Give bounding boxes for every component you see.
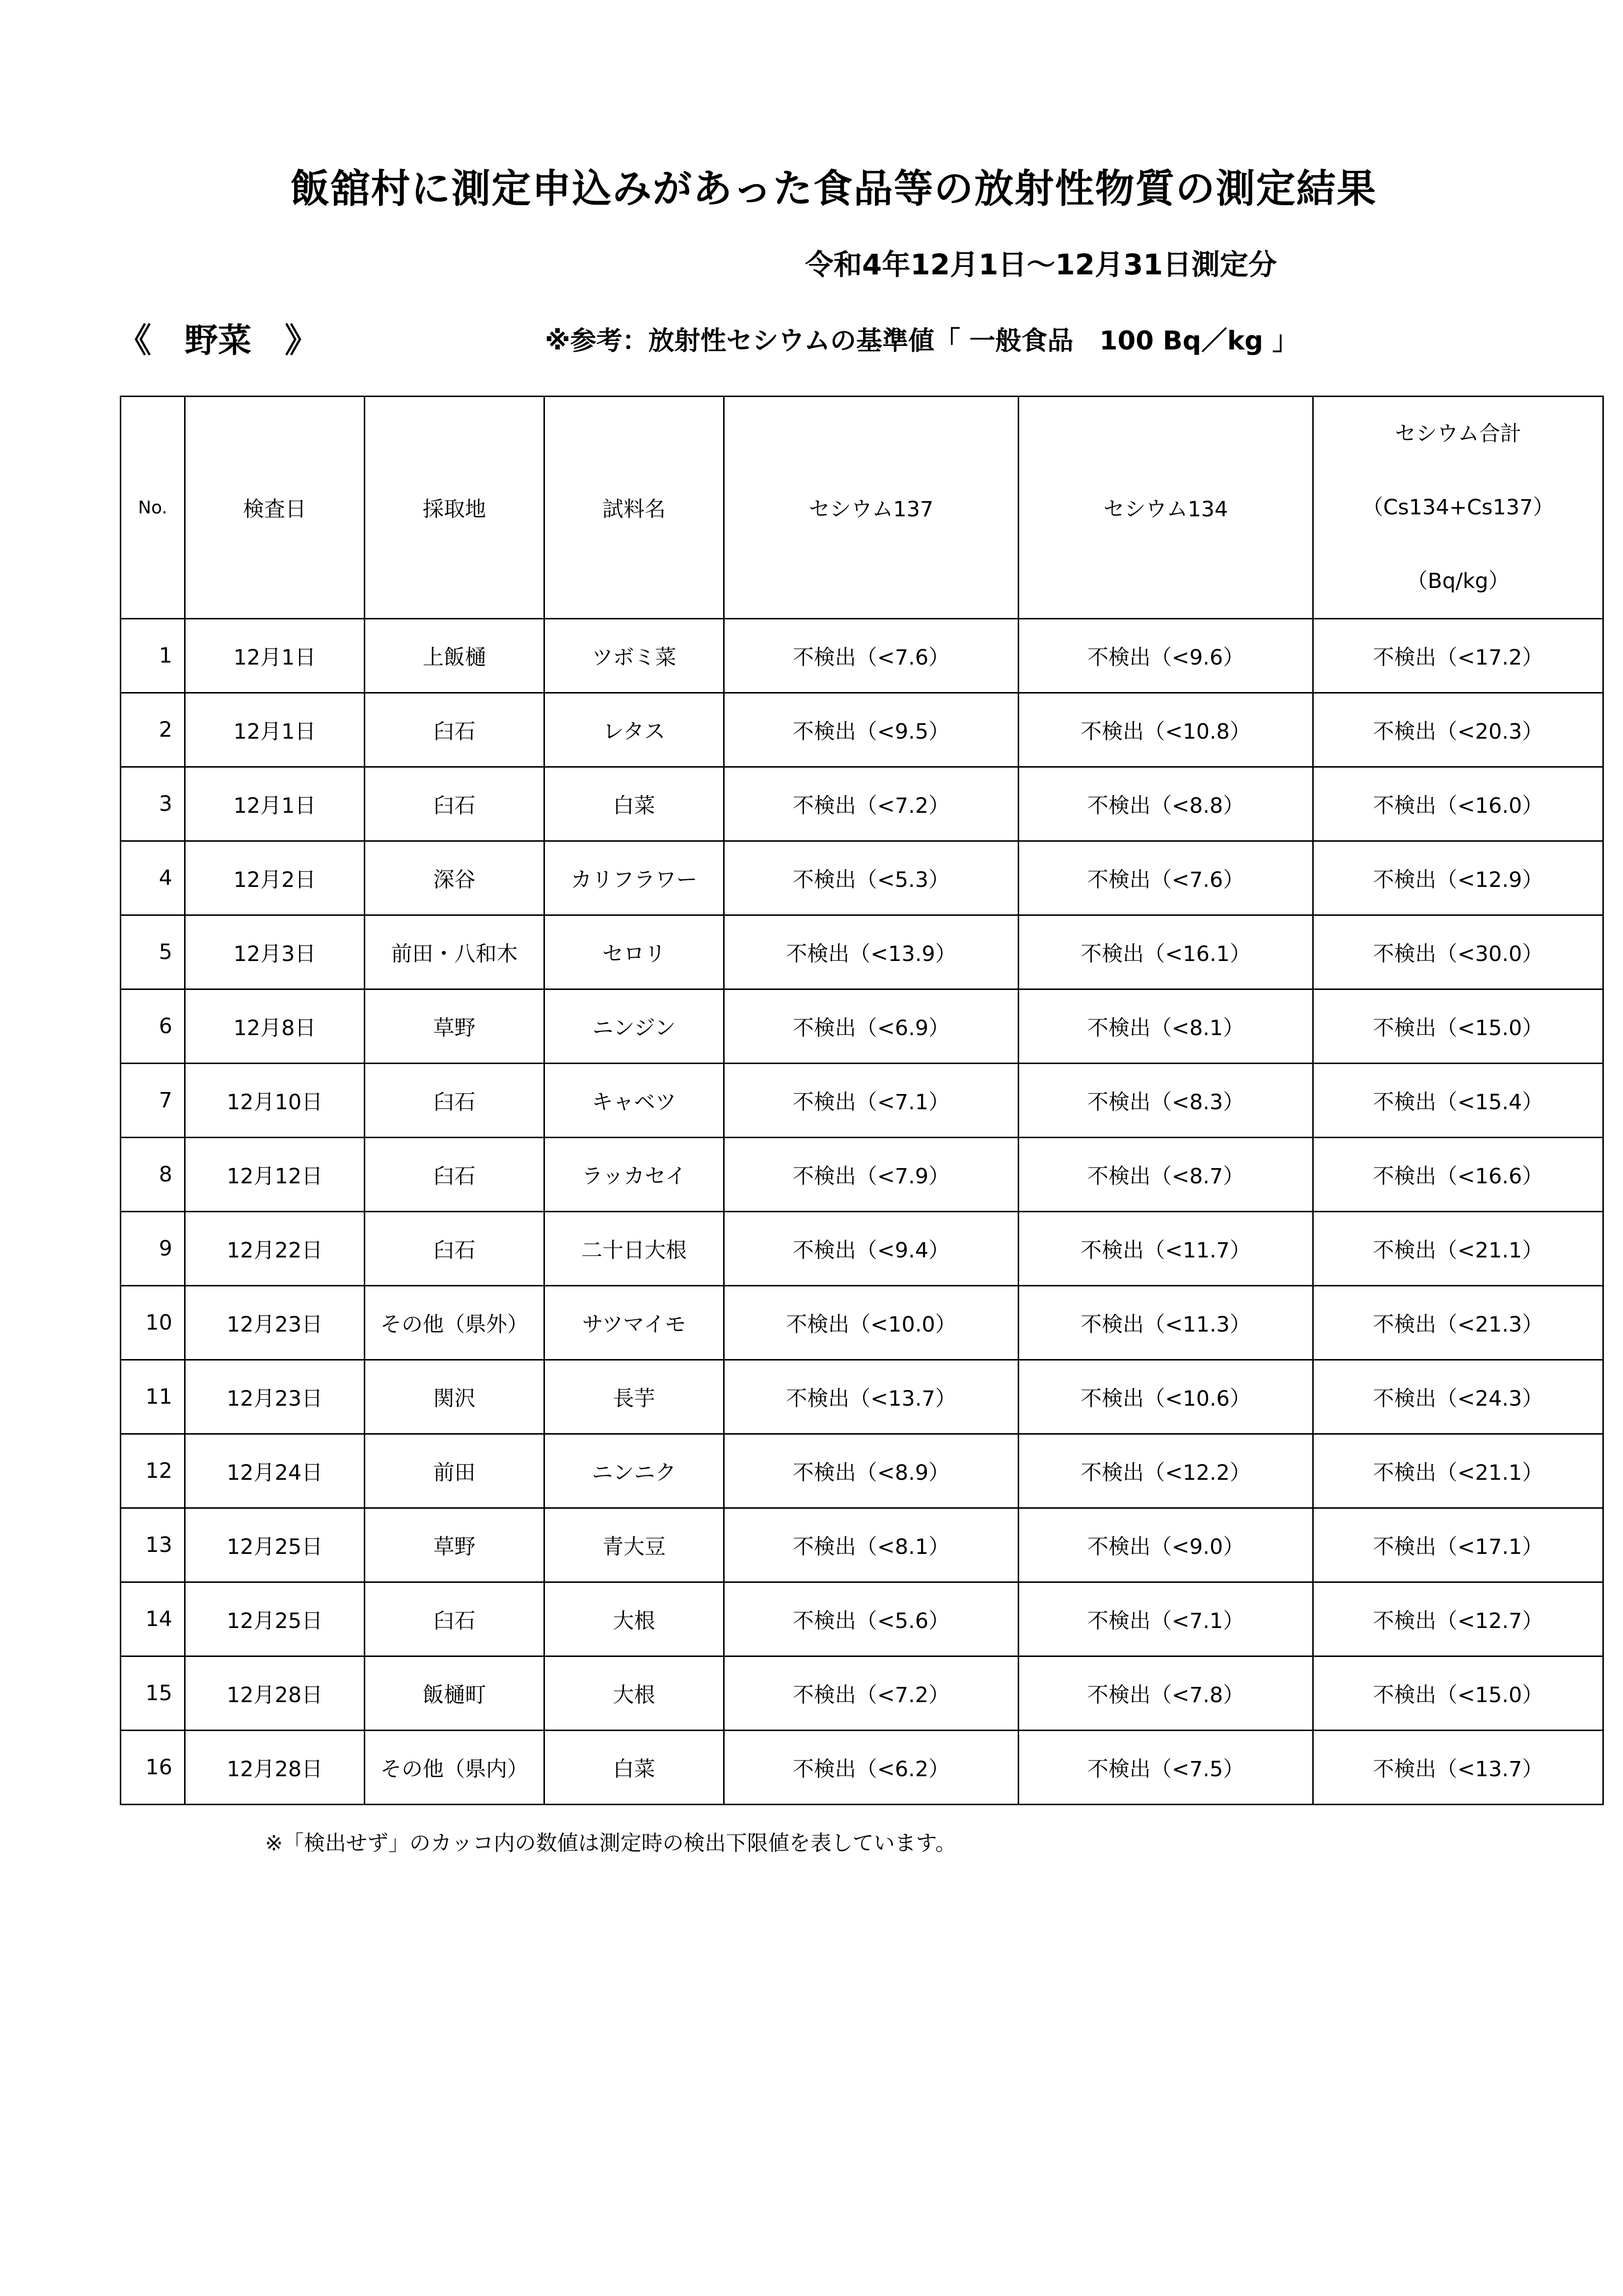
table-row	[121, 915, 1603, 989]
cell-cs137: 不検出（<6.2）	[724, 1731, 1019, 1805]
cell-sample: 白菜	[544, 767, 724, 841]
cell-no: 9	[121, 1212, 185, 1286]
cell-sample: ラッカセイ	[544, 1138, 724, 1212]
cell-cs137: 不検出（<9.5）	[724, 693, 1019, 767]
cell-cs137: 不検出（<7.6）	[724, 619, 1019, 693]
cell-no: 2	[121, 693, 185, 767]
cell-cs137: 不検出（<13.7）	[724, 1360, 1019, 1434]
cell-location: 臼石	[365, 767, 544, 841]
header-location: 採取地	[365, 397, 544, 619]
header-cs134: セシウム134	[1019, 397, 1313, 619]
cell-location: 草野	[365, 989, 544, 1064]
cell-location: 臼石	[365, 1138, 544, 1212]
cell-total: 不検出（<30.0）	[1313, 915, 1603, 989]
header-no: No.	[121, 397, 185, 619]
table-row	[121, 767, 1603, 841]
results-table	[120, 396, 1604, 1805]
cell-total: 不検出（<17.1）	[1313, 1508, 1603, 1582]
cell-no: 3	[121, 767, 185, 841]
table-row	[121, 693, 1603, 767]
cell-cs137: 不検出（<8.1）	[724, 1508, 1019, 1582]
cell-cs137: 不検出（<7.2）	[724, 1656, 1019, 1731]
cell-sample: 長芋	[544, 1360, 724, 1434]
cell-location: 臼石	[365, 693, 544, 767]
header-total-line3: （Bq/kg）	[1407, 569, 1510, 593]
footnote: ※「検出せず」のカッコ内の数値は測定時の検出下限値を表しています。	[265, 1831, 957, 1856]
cell-no: 1	[121, 619, 185, 693]
cell-cs137: 不検出（<10.0）	[724, 1286, 1019, 1360]
cell-location: 臼石	[365, 1582, 544, 1656]
cell-sample: カリフラワー	[544, 841, 724, 915]
cell-total: 不検出（<21.3）	[1313, 1286, 1603, 1360]
cell-total: 不検出（<15.0）	[1313, 989, 1603, 1064]
cell-sample: キャベツ	[544, 1064, 724, 1138]
table-row	[121, 619, 1603, 693]
cell-location: 関沢	[365, 1360, 544, 1434]
table-row	[121, 1212, 1603, 1286]
cell-date: 12月28日	[185, 1731, 365, 1805]
cell-total: 不検出（<15.0）	[1313, 1656, 1603, 1731]
page-title: 飯舘村に測定申込みがあった食品等の放射性物質の測定結果	[290, 166, 1377, 212]
cell-cs137: 不検出（<7.1）	[724, 1064, 1019, 1138]
cell-cs134: 不検出（<9.0）	[1019, 1508, 1313, 1582]
cell-sample: サツマイモ	[544, 1286, 724, 1360]
cell-sample: セロリ	[544, 915, 724, 989]
cell-date: 12月12日	[185, 1138, 365, 1212]
cell-cs134: 不検出（<7.6）	[1019, 841, 1313, 915]
cell-total: 不検出（<13.7）	[1313, 1731, 1603, 1805]
table-row	[121, 841, 1603, 915]
cell-cs137: 不検出（<13.9）	[724, 915, 1019, 989]
cell-cs134: 不検出（<9.6）	[1019, 619, 1313, 693]
cell-sample: レタス	[544, 693, 724, 767]
cell-cs134: 不検出（<16.1）	[1019, 915, 1313, 989]
cell-no: 8	[121, 1138, 185, 1212]
cell-cs137: 不検出（<5.6）	[724, 1582, 1019, 1656]
cell-no: 12	[121, 1434, 185, 1508]
cell-date: 12月25日	[185, 1582, 365, 1656]
cell-cs134: 不検出（<8.3）	[1019, 1064, 1313, 1138]
header-date: 検査日	[185, 397, 365, 619]
cell-cs134: 不検出（<11.3）	[1019, 1286, 1313, 1360]
cell-sample: 大根	[544, 1582, 724, 1656]
cell-date: 12月28日	[185, 1656, 365, 1731]
cell-no: 16	[121, 1731, 185, 1805]
cell-date: 12月2日	[185, 841, 365, 915]
cell-total: 不検出（<21.1）	[1313, 1212, 1603, 1286]
table-row	[121, 1286, 1603, 1360]
table-body	[121, 619, 1603, 1805]
cell-total: 不検出（<24.3）	[1313, 1360, 1603, 1434]
cell-total: 不検出（<16.0）	[1313, 767, 1603, 841]
cell-location: 前田	[365, 1434, 544, 1508]
header-sample: 試料名	[544, 397, 724, 619]
cell-location: 前田・八和木	[365, 915, 544, 989]
cell-total: 不検出（<20.3）	[1313, 693, 1603, 767]
cell-no: 15	[121, 1656, 185, 1731]
header-total	[1313, 397, 1603, 619]
cell-total: 不検出（<16.6）	[1313, 1138, 1603, 1212]
cell-location: 上飯樋	[365, 619, 544, 693]
table-header	[121, 397, 1603, 619]
cell-cs137: 不検出（<6.9）	[724, 989, 1019, 1064]
cell-date: 12月10日	[185, 1064, 365, 1138]
cell-date: 12月24日	[185, 1434, 365, 1508]
cell-location: 草野	[365, 1508, 544, 1582]
cell-date: 12月1日	[185, 619, 365, 693]
cell-cs134: 不検出（<7.5）	[1019, 1731, 1313, 1805]
header-total-line1: セシウム合計	[1395, 422, 1521, 446]
cell-cs137: 不検出（<8.9）	[724, 1434, 1019, 1508]
table-row	[121, 1434, 1603, 1508]
cell-location: 深谷	[365, 841, 544, 915]
cell-location: その他（県内）	[365, 1731, 544, 1805]
table-row	[121, 1064, 1603, 1138]
cell-date: 12月1日	[185, 767, 365, 841]
header-row	[121, 397, 1603, 619]
cell-location: 臼石	[365, 1064, 544, 1138]
cell-date: 12月25日	[185, 1508, 365, 1582]
cell-cs134: 不検出（<8.8）	[1019, 767, 1313, 841]
cell-date: 12月3日	[185, 915, 365, 989]
cell-total: 不検出（<17.2）	[1313, 619, 1603, 693]
table-row	[121, 1656, 1603, 1731]
cell-cs137: 不検出（<9.4）	[724, 1212, 1019, 1286]
cell-cs137: 不検出（<7.2）	[724, 767, 1019, 841]
cell-cs134: 不検出（<12.2）	[1019, 1434, 1313, 1508]
cell-no: 6	[121, 989, 185, 1064]
cell-cs134: 不検出（<10.6）	[1019, 1360, 1313, 1434]
reference-note: ※参考：放射性セシウムの基準値「 一般食品 100 Bq／kg 」	[545, 326, 1298, 356]
cell-no: 10	[121, 1286, 185, 1360]
cell-sample: 青大豆	[544, 1508, 724, 1582]
cell-cs134: 不検出（<7.8）	[1019, 1656, 1313, 1731]
cell-cs134: 不検出（<11.7）	[1019, 1212, 1313, 1286]
cell-cs134: 不検出（<8.7）	[1019, 1138, 1313, 1212]
cell-cs134: 不検出（<10.8）	[1019, 693, 1313, 767]
cell-no: 7	[121, 1064, 185, 1138]
cell-sample: 大根	[544, 1656, 724, 1731]
cell-date: 12月8日	[185, 989, 365, 1064]
header-total-line2: （Cs134+Cs137）	[1362, 495, 1554, 520]
cell-no: 5	[121, 915, 185, 989]
measurement-period: 令和4年12月1日～12月31日測定分	[805, 248, 1277, 281]
table-row	[121, 1582, 1603, 1656]
cell-sample: 二十日大根	[544, 1212, 724, 1286]
cell-date: 12月23日	[185, 1360, 365, 1434]
table-row	[121, 1731, 1603, 1805]
cell-cs134: 不検出（<7.1）	[1019, 1582, 1313, 1656]
cell-location: 臼石	[365, 1212, 544, 1286]
table-row	[121, 989, 1603, 1064]
cell-total: 不検出（<15.4）	[1313, 1064, 1603, 1138]
cell-total: 不検出（<21.1）	[1313, 1434, 1603, 1508]
cell-sample: ニンニク	[544, 1434, 724, 1508]
table-row	[121, 1138, 1603, 1212]
cell-sample: ニンジン	[544, 989, 724, 1064]
cell-no: 14	[121, 1582, 185, 1656]
cell-sample: 白菜	[544, 1731, 724, 1805]
cell-total: 不検出（<12.7）	[1313, 1582, 1603, 1656]
cell-date: 12月22日	[185, 1212, 365, 1286]
cell-date: 12月23日	[185, 1286, 365, 1360]
table-row	[121, 1508, 1603, 1582]
cell-no: 13	[121, 1508, 185, 1582]
cell-no: 4	[121, 841, 185, 915]
cell-total: 不検出（<12.9）	[1313, 841, 1603, 915]
cell-location: その他（県外）	[365, 1286, 544, 1360]
category-heading: 《 野菜 》	[118, 321, 319, 360]
cell-cs137: 不検出（<7.9）	[724, 1138, 1019, 1212]
cell-date: 12月1日	[185, 693, 365, 767]
cell-location: 飯樋町	[365, 1656, 544, 1731]
cell-cs137: 不検出（<5.3）	[724, 841, 1019, 915]
cell-sample: ツボミ菜	[544, 619, 724, 693]
header-cs137: セシウム137	[724, 397, 1019, 619]
cell-cs134: 不検出（<8.1）	[1019, 989, 1313, 1064]
table-row	[121, 1360, 1603, 1434]
cell-no: 11	[121, 1360, 185, 1434]
